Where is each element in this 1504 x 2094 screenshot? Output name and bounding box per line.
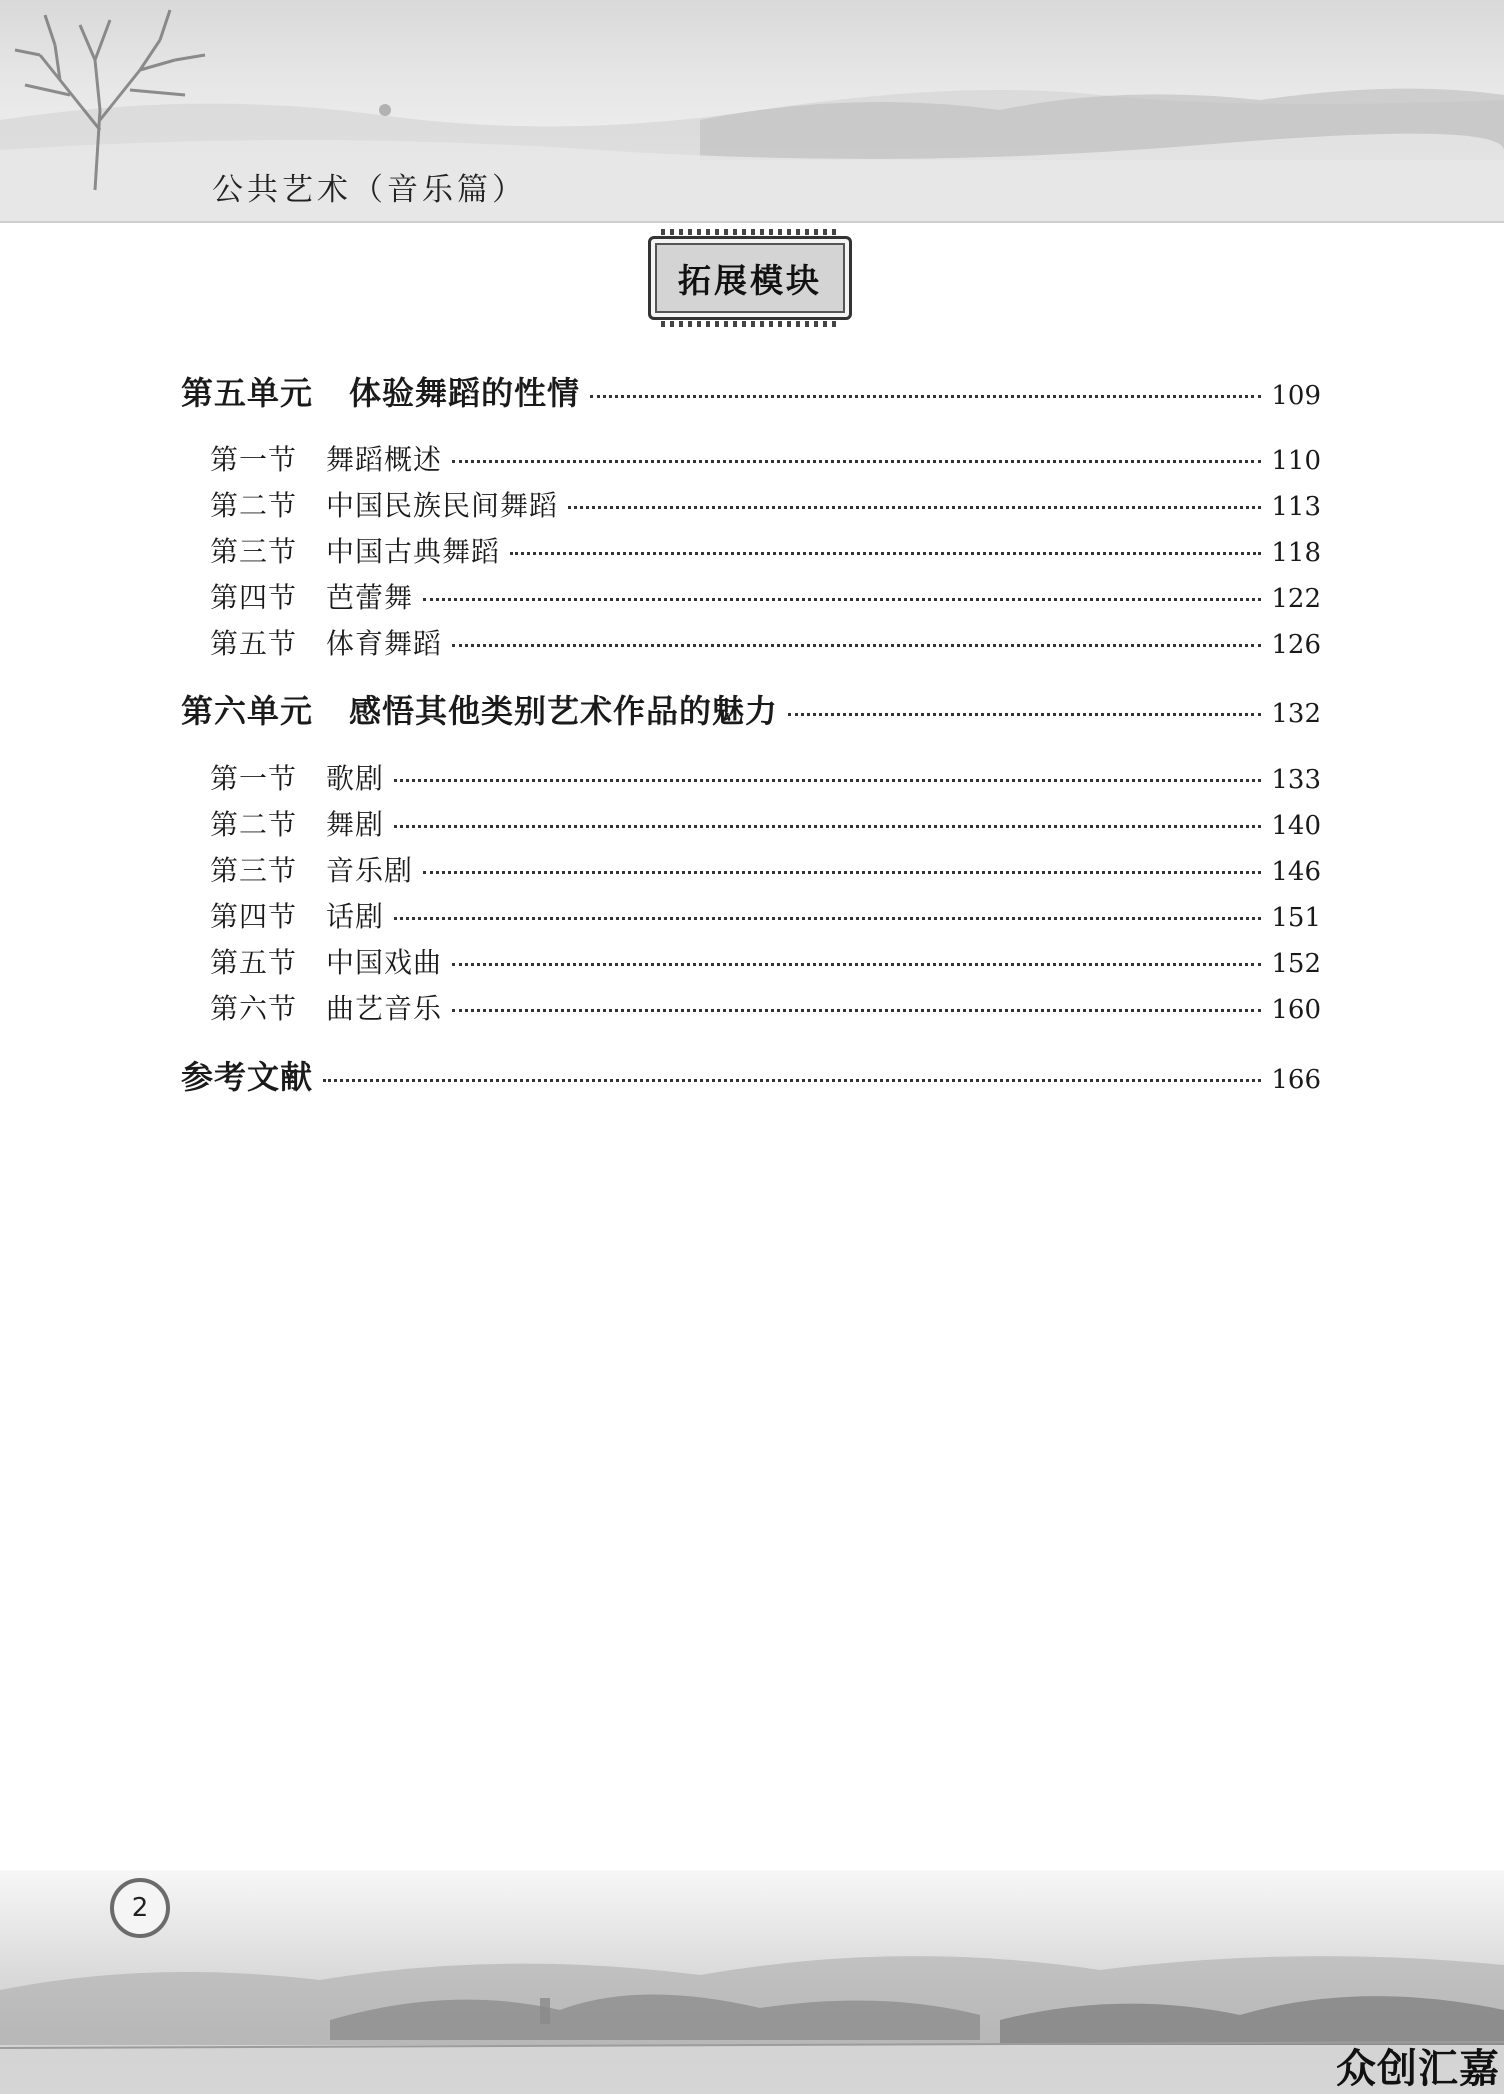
footer-banner (0, 1870, 1504, 2094)
toc-unit-5[interactable] (181, 368, 1321, 414)
toc-section[interactable] (210, 576, 1321, 616)
section-title: 中国戏曲 (326, 946, 443, 979)
toc-section[interactable] (210, 757, 1321, 797)
page-ref: 133 (1271, 765, 1321, 795)
section-title: 舞剧 (326, 808, 385, 841)
toc-section[interactable] (210, 895, 1321, 935)
page-ref: 113 (1271, 492, 1321, 522)
toc-section[interactable] (210, 622, 1321, 662)
toc-section[interactable] (210, 438, 1321, 478)
section-number: 第二节 (210, 489, 298, 522)
page-ref: 132 (1271, 699, 1321, 729)
unit-title: 感悟其他类别艺术作品的魅力 (349, 692, 779, 730)
references-title: 参考文献 (181, 1058, 314, 1096)
section-number: 第三节 (210, 854, 298, 887)
page-ref: 151 (1271, 903, 1321, 933)
unit-title: 体验舞蹈的性情 (349, 374, 581, 412)
dot-leader (568, 506, 1261, 509)
dot-leader (323, 1079, 1261, 1082)
toc-section[interactable] (210, 530, 1321, 570)
section-number: 第六节 (210, 992, 298, 1025)
dot-leader (394, 917, 1261, 920)
watermark-text: 众创汇嘉 (1336, 2046, 1500, 2092)
header-banner (0, 0, 1504, 222)
toc-references[interactable] (181, 1052, 1321, 1098)
dot-leader (452, 963, 1261, 966)
page-ref: 110 (1271, 446, 1321, 476)
section-number: 第二节 (210, 808, 298, 841)
section-title: 中国民族民间舞蹈 (326, 489, 559, 522)
header-divider (0, 221, 1504, 223)
dot-leader (423, 598, 1261, 601)
page-ref: 126 (1271, 630, 1321, 660)
toc-section[interactable] (210, 484, 1321, 524)
section-title: 体育舞蹈 (326, 627, 443, 660)
section-number: 第五节 (210, 627, 298, 660)
dot-leader (452, 644, 1261, 647)
section-title: 音乐剧 (326, 854, 414, 887)
page-ref: 122 (1271, 584, 1321, 614)
section-number: 第一节 (210, 443, 298, 476)
dot-leader (452, 1009, 1261, 1012)
page-ref: 109 (1271, 381, 1321, 411)
dot-leader (394, 825, 1261, 828)
book-title: 公共艺术（音乐篇） (212, 172, 527, 208)
page-ref: 152 (1271, 949, 1321, 979)
lake-landscape-illustration (0, 1870, 1504, 2094)
section-number: 第五节 (210, 946, 298, 979)
page-ref: 160 (1271, 995, 1321, 1025)
module-title: 拓展模块 (678, 260, 822, 300)
section-title: 话剧 (326, 900, 385, 933)
toc-unit-6[interactable] (181, 686, 1321, 732)
dot-leader (423, 871, 1261, 874)
section-title: 芭蕾舞 (326, 581, 414, 614)
section-title: 歌剧 (326, 762, 385, 795)
page-ref: 140 (1271, 811, 1321, 841)
unit-number: 第六单元 (181, 692, 314, 730)
dot-leader (788, 713, 1261, 716)
dot-leader (394, 779, 1261, 782)
dot-leader (510, 552, 1261, 555)
toc-section[interactable] (210, 941, 1321, 981)
toc-section[interactable] (210, 849, 1321, 889)
toc-section[interactable] (210, 987, 1321, 1027)
section-title: 曲艺音乐 (326, 992, 443, 1025)
dot-leader (452, 460, 1261, 463)
page-ref: 118 (1271, 538, 1321, 568)
section-number: 第一节 (210, 762, 298, 795)
section-title: 中国古典舞蹈 (326, 535, 501, 568)
page-ref: 166 (1271, 1065, 1321, 1095)
section-number: 第四节 (210, 581, 298, 614)
section-number: 第三节 (210, 535, 298, 568)
page-number-badge: 2 (110, 1878, 170, 1938)
module-badge (648, 236, 852, 320)
toc-section[interactable] (210, 803, 1321, 843)
unit-number: 第五单元 (181, 374, 314, 412)
section-title: 舞蹈概述 (326, 443, 443, 476)
page-ref: 146 (1271, 857, 1321, 887)
dot-leader (590, 395, 1261, 398)
section-number: 第四节 (210, 900, 298, 933)
